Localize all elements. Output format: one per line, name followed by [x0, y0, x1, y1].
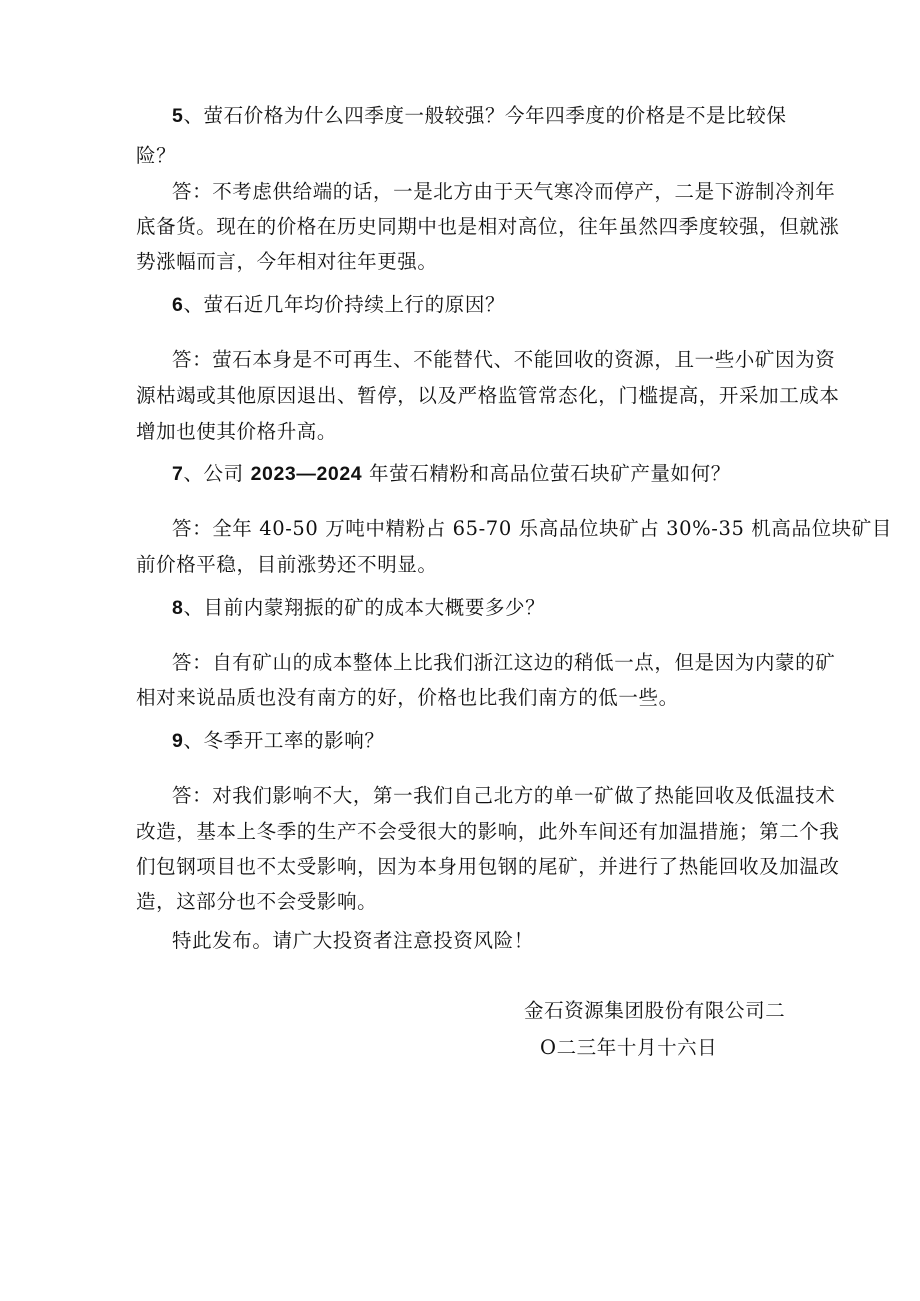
answer-8-line-2: 相对来说品质也没有南方的好，价格也比我们南方的低一些。 [136, 686, 679, 709]
question-text: 、萤石价格为什么四季度一般较强？今年四季度的价格是不是比较保 [183, 104, 787, 127]
answer-5-line-1: 答：不考虑供给端的话，一是北方由于天气寒冷而停产，二是下游制冷剂年 [172, 180, 836, 203]
question-5 [172, 104, 786, 128]
answer-5-line-3: 势涨幅而言，今年相对往年更强。 [136, 250, 438, 273]
answer-9-line-3: 们包钢项目也不太受影响，因为本身用包钢的尾矿，并进行了热能回收及加温改 [136, 855, 840, 878]
question-7 [172, 462, 731, 486]
signature-date: O二三年十月十六日 [540, 1036, 718, 1059]
answer-7-line-1: 答：全年 40-50 万吨中精粉占 65-70 乐高品位块矿占 30%-35 机高品位块矿目 [172, 517, 892, 540]
signature-company: 金石资源集团股份有限公司二 [524, 999, 786, 1022]
question-text-post: 年萤石精粉和高品位萤石块矿产量如何？ [362, 462, 731, 485]
answer-6-line-2: 源枯竭或其他原因退出、暂停，以及严格监管常态化，门槛提高，开采加工成本 [136, 384, 840, 407]
question-text: 、冬季开工率的影响？ [183, 729, 385, 752]
closing-statement: 特此发布。请广大投资者注意投资风险！ [172, 929, 534, 952]
question-5-continuation: 险？ [136, 144, 177, 167]
question-text: 、目前内蒙翔振的矿的成本大概要多少？ [183, 596, 546, 619]
answer-8-line-1: 答：自有矿山的成本整体上比我们浙江这边的稍低一点，但是因为内蒙的矿 [172, 651, 836, 674]
question-number: 8 [172, 597, 184, 619]
answer-5-line-2: 底备货。现在的价格在历史同期中也是相对高位，往年虽然四季度较强，但就涨 [136, 215, 840, 238]
question-number: 9 [172, 730, 184, 752]
answer-6-line-1: 答：萤石本身是不可再生、不能替代、不能回收的资源，且一些小矿因为资 [172, 348, 836, 371]
answer-9-line-1: 答：对我们影响不大，第一我们自己北方的单一矿做了热能回收及低温技术 [172, 784, 836, 807]
answer-9-line-2: 改造，基本上冬季的生产不会受很大的影响，此外车间还有加温措施；第二个我 [136, 820, 840, 843]
answer-6-line-3: 增加也使其价格升高。 [136, 420, 338, 443]
question-years: 2023—2024 [250, 463, 363, 485]
question-text: 、萤石近几年均价持续上行的原因？ [183, 293, 506, 316]
question-8 [172, 596, 545, 620]
question-text-pre: 、公司 [183, 462, 251, 485]
question-9 [172, 729, 384, 753]
answer-9-line-4: 造，这部分也不会受影响。 [136, 890, 378, 913]
question-number: 6 [172, 294, 184, 316]
question-number: 5 [172, 105, 184, 127]
question-6 [172, 293, 505, 317]
question-number: 7 [172, 463, 184, 485]
answer-7-line-2: 前价格平稳，目前涨势还不明显。 [136, 553, 438, 576]
